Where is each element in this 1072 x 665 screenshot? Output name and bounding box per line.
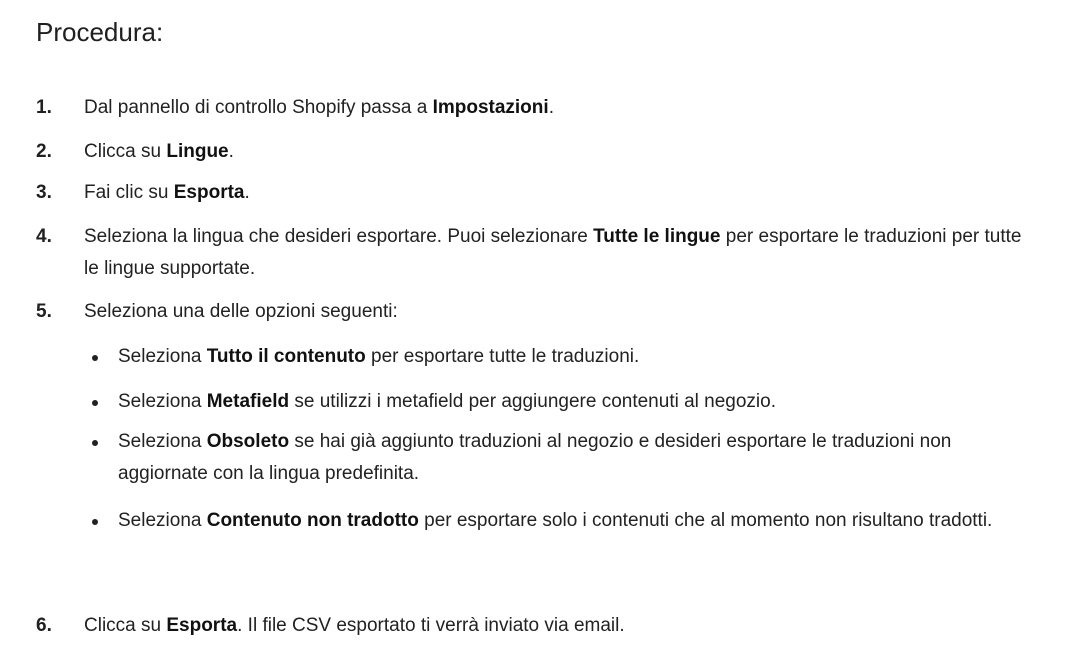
bullet-dot-icon (92, 355, 98, 361)
step-number: 6. (36, 615, 52, 636)
ui-term: Tutto il contenuto (206, 346, 366, 367)
section-heading: Procedura: (36, 17, 164, 47)
ui-term: Contenuto non tradotto (206, 510, 419, 531)
step-text: Dal pannello di controllo Shopify passa a Impostazioni. (84, 97, 554, 118)
bullet-dot-icon (92, 440, 98, 446)
ui-term: Esporta (166, 615, 238, 636)
step-text: Seleziona una delle opzioni seguenti: (84, 301, 398, 322)
step-number: 5. (36, 301, 52, 322)
step-number: 1. (36, 97, 52, 118)
option-text: Seleziona Obsoleto se hai già aggiunto traduzioni al negozio e desideri esportare le traduzioni non aggiornate con la lingua predefinita. (118, 431, 952, 484)
step-text: Seleziona la lingua che desideri esportare. Puoi selezionare Tutte le lingue per esportare le traduzioni per tutte le lingue supportate. (84, 226, 1022, 279)
ui-term: Lingue (166, 141, 229, 162)
option-text: Seleziona Tutto il contenuto per esportare tutte le traduzioni. (118, 346, 640, 367)
step-number: 3. (36, 182, 52, 203)
ui-term: Obsoleto (206, 431, 290, 452)
ui-term: Metafield (206, 391, 290, 412)
bullet-dot-icon (92, 400, 98, 406)
step-text: Fai clic su Esporta. (84, 182, 250, 203)
ui-term: Esporta (173, 182, 245, 203)
ui-term: Impostazioni (432, 97, 549, 118)
step-text: Clicca su Lingue. (84, 141, 234, 162)
step-number: 2. (36, 141, 52, 162)
option-text: Seleziona Contenuto non tradotto per esportare solo i contenuti che al momento non risultano tradotti. (118, 510, 993, 531)
step-number: 4. (36, 226, 52, 247)
option-text: Seleziona Metafield se utilizzi i metafield per aggiungere contenuti al negozio. (118, 391, 776, 412)
ui-term: Tutte le lingue (593, 226, 721, 247)
step-text: Clicca su Esporta. Il file CSV esportato ti verrà inviato via email. (84, 615, 625, 636)
bullet-dot-icon (92, 519, 98, 525)
